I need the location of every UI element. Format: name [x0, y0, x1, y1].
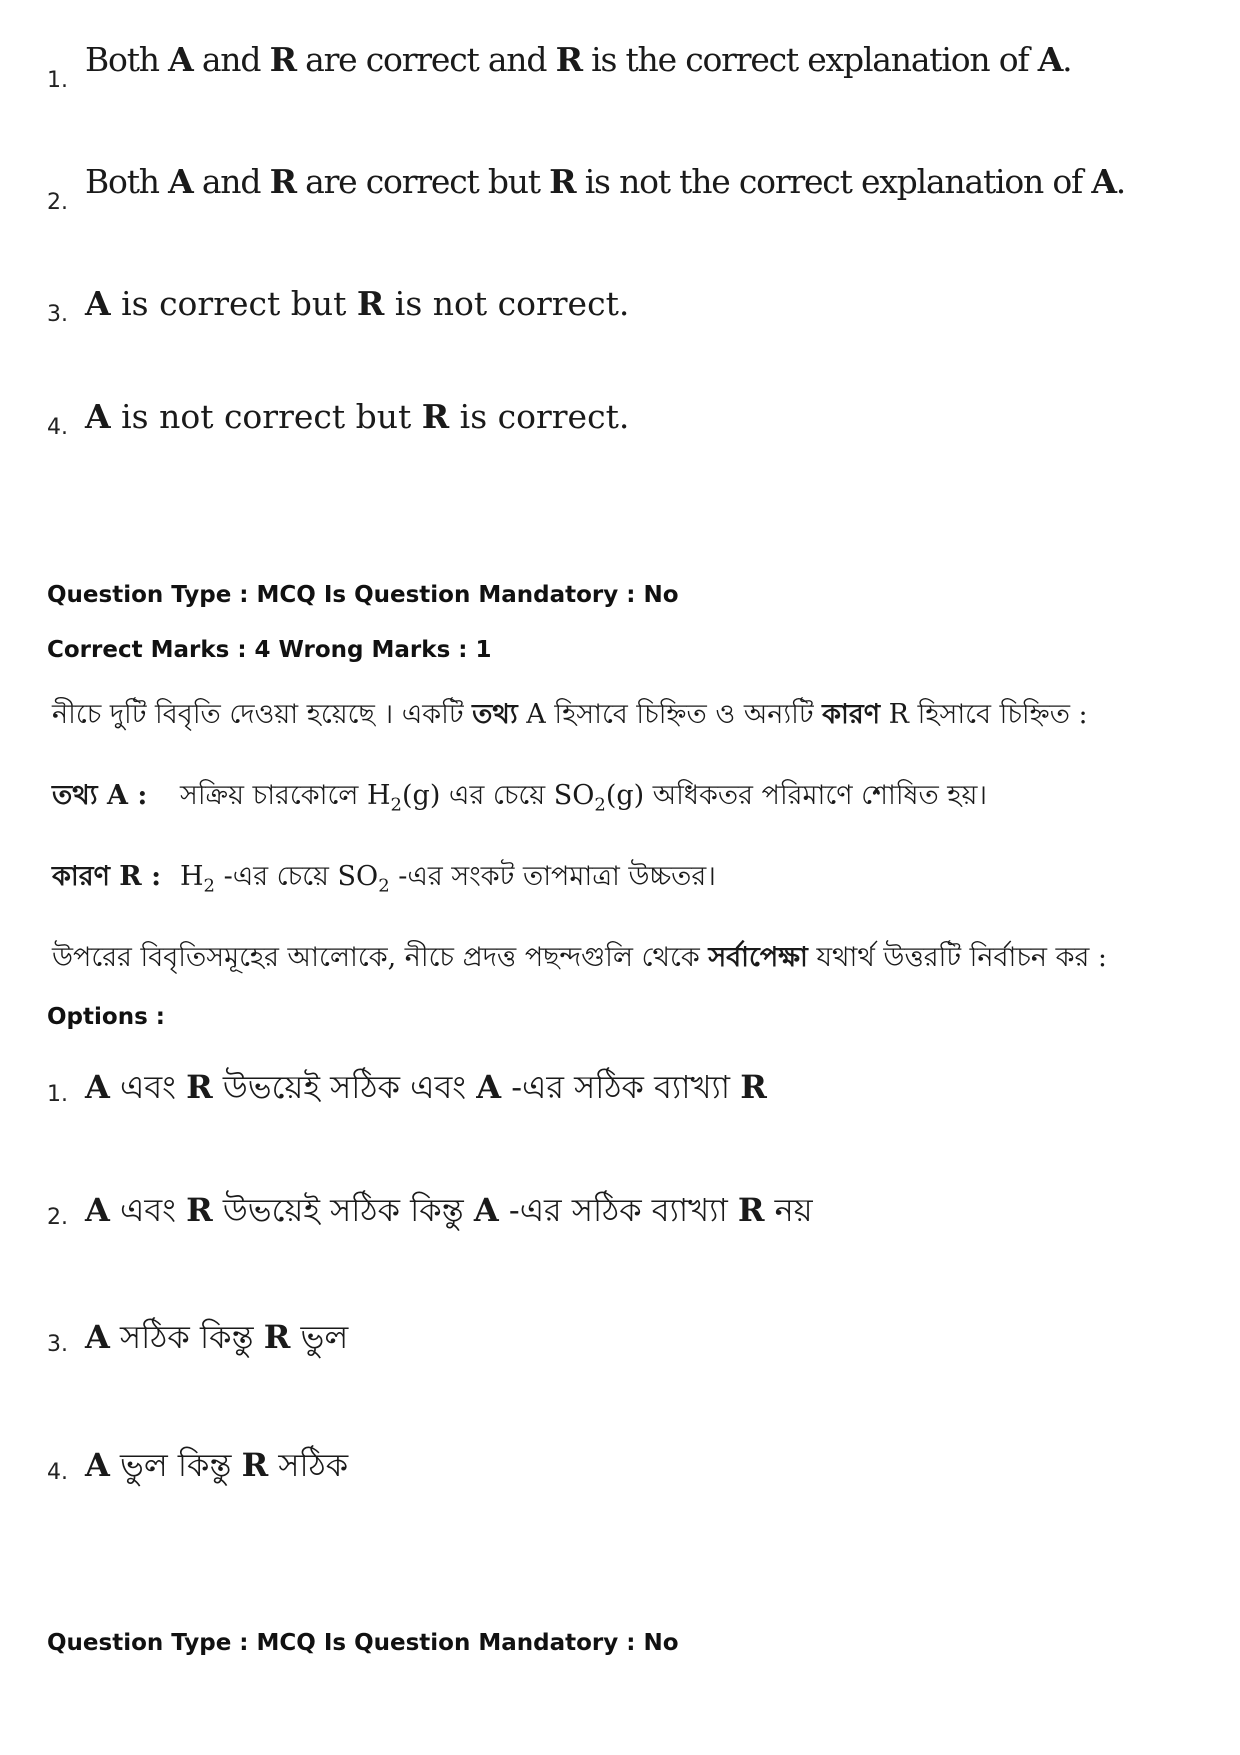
option-text: A is correct but R is not correct.	[85, 284, 630, 323]
option-text: A ভুল কিন্তু R সঠিক	[85, 1446, 349, 1484]
option-text: A সঠিক কিন্তু R ভুল	[85, 1318, 349, 1356]
option-number: 2.	[47, 1205, 68, 1230]
option-number: 1.	[47, 68, 68, 93]
option-text: A এবং R উভয়েই সঠিক কিন্তু A -এর সঠিক ব্যাখ্যা R নয়	[85, 1191, 813, 1229]
option-text: Both A and R are correct but R is not the correct explanation of A.	[85, 162, 1126, 201]
option-number: 1.	[47, 1082, 68, 1107]
reason-label: কারণ R :	[52, 861, 162, 892]
option-text: Both A and R are correct and R is the correct explanation of A.	[85, 40, 1072, 79]
option-number: 4.	[47, 1460, 68, 1485]
option-text: A এবং R উভয়েই সঠিক এবং A -এর সঠিক ব্যাখ্যা R	[85, 1068, 767, 1106]
question-intro: নীচে দুটি বিবৃতি দেওয়া হয়েছে । একটি তথ্য A হিসাবে চিহ্নিত ও অন্যটি কারণ R হিসাবে চিহ্নিত :	[52, 699, 1088, 730]
assertion-statement: তথ্য A : সক্রিয় চারকোলে $H_2(g)$ এর চেয়ে $SO_2(g)$ অধিকতর পরিমাণে শোষিত হয়।	[52, 775, 987, 820]
question-instruction: উপরের বিবৃতিসমূহের আলোকে, নীচে প্রদত্ত পছন্দগুলি থেকে সর্বাপেক্ষা যথার্থ উত্তরটি নির্বাচন কর :	[52, 942, 1108, 973]
option-number: 3.	[47, 1332, 68, 1357]
option-number: 3.	[47, 302, 68, 327]
option-text: A is not correct but R is correct.	[85, 397, 630, 436]
marks-line: Correct Marks : 4 Wrong Marks : 1	[47, 637, 492, 663]
assertion-label: তথ্য A :	[52, 780, 148, 811]
option-number: 2.	[47, 190, 68, 215]
options-label: Options :	[47, 1004, 165, 1030]
reason-statement: কারণ R : $H_2$ -এর চেয়ে $SO_2$ -এর সংকট তাপমাত্রা উচ্চতর।	[52, 856, 716, 901]
option-number: 4.	[47, 415, 68, 440]
question-type-line-2: Question Type : MCQ Is Question Mandatory : No	[47, 1630, 679, 1656]
question-type-line: Question Type : MCQ Is Question Mandatory : No	[47, 582, 679, 608]
